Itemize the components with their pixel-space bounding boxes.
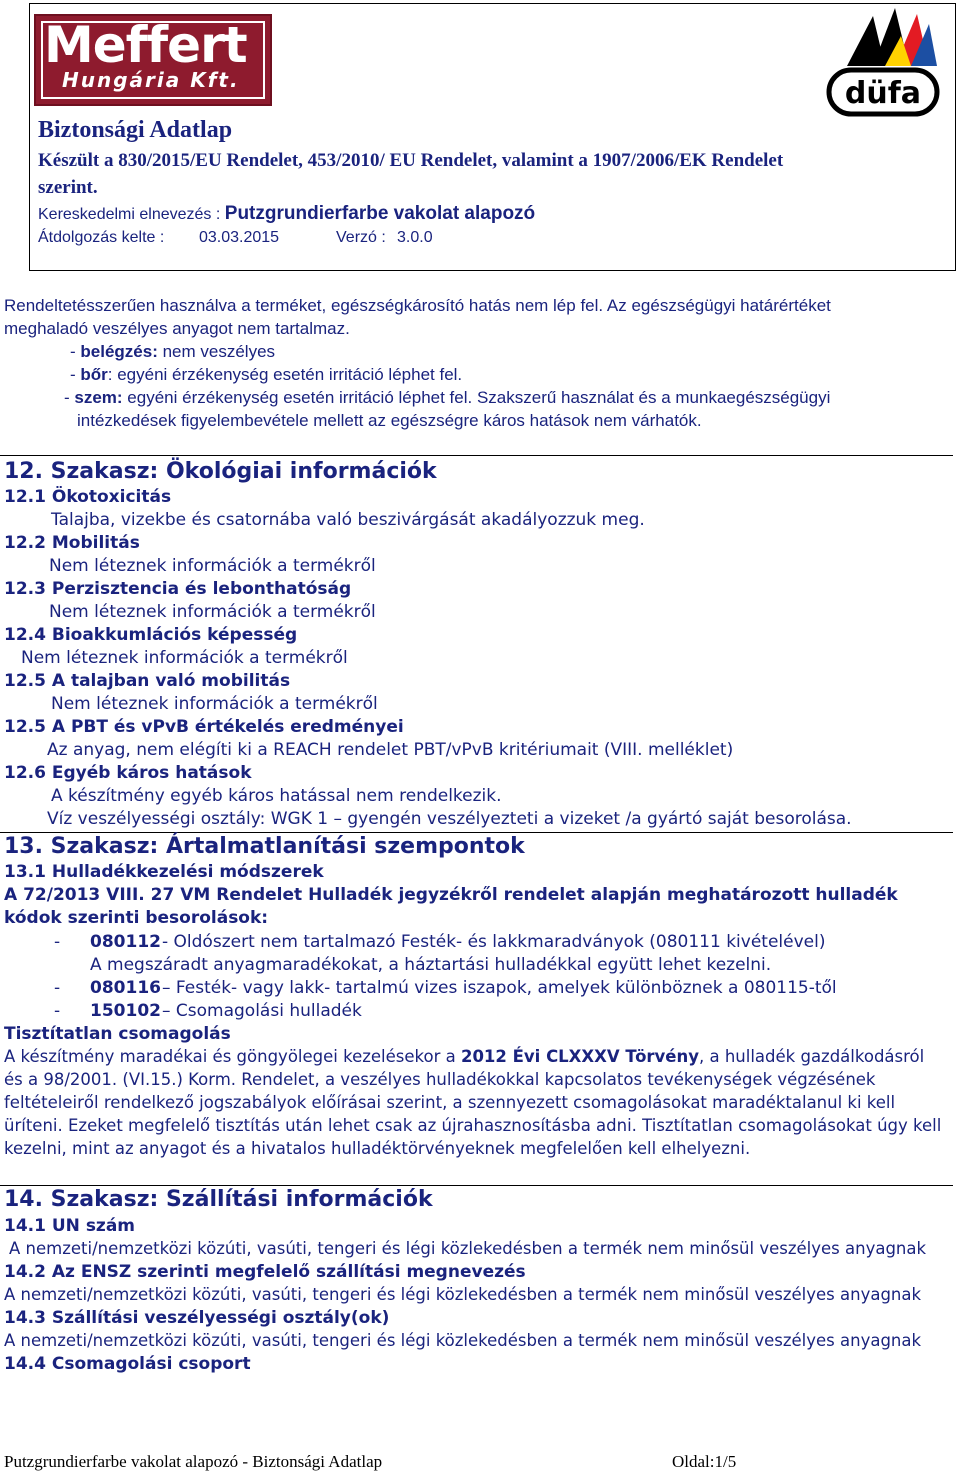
logo-line1: Meffert [44,16,247,74]
section12-title: 12. Szakasz: Ökológiai információk [4,459,437,484]
s12-5a-text: Nem léteznek információk a termékről [51,694,378,714]
s12-5b-text: Az anyag, nem elégíti ki a REACH rendelet PBT/vPvB kritériumait (VIII. melléklet) [47,740,734,760]
meffert-logo [34,14,272,106]
s14-1-title: 14.1 UN szám [4,1216,136,1236]
health-para-line1: Rendeltetésszerűen használva a terméket, egészségkárosító hatás nem lép fel. Az egészségügyi határértéket [4,296,831,315]
waste-code: 150102 [90,1001,161,1021]
trade-name-value: Putzgrundierfarbe vakolat alapozó [224,203,536,224]
s12-6-text2: Víz veszélyességi osztály: WGK 1 – gyengén veszélyezteti a vizeket /a gyártó saját besorolása. [47,809,852,829]
trade-name-label: Kereskedelmi elnevezés : [38,206,221,223]
footer-doc-name: Putzgrundierfarbe vakolat alapozó - Biztonsági Adatlap [4,1452,383,1471]
trade-name-row [38,203,535,225]
s14-1-text: A nemzeti/nemzetközi közúti, vasúti, tengeri és légi közlekedésben a termék nem minősül veszélyes anyagnak [9,1239,927,1258]
inhalation-row: - belégzés: nem veszélyes [70,342,276,361]
packaging-line3: feltételeiről rendelkező jogszabályok előírásai szerint, a szennyezett csomagolásokat maradéktalanul ki kell [4,1093,896,1112]
packaging-line2: és a 98/2001. (VI.15.) Korm. Rendelet, a veszélyes hulladékokkal kapcsolatos tevékenységek végzésének [4,1070,876,1089]
regulation-line2: szerint. [38,177,98,198]
logo-line2: Hungária Kft. [62,68,240,92]
s12-6-text1: A készítmény egyéb káros hatással nem rendelkezik. [51,786,502,806]
s12-3-title: 12.3 Perzisztencia és lebonthatóság [4,579,352,599]
waste-code: 080112 [90,932,161,952]
waste-code-row: - 080116 – Festék- vagy lakk- tartalmú vizes iszapok, amelyek különböznek a 080115-től [54,978,837,998]
s12-4-title: 12.4 Bioakkumlációs képesség [4,625,298,645]
eye-row: - szem: egyéni érzékenység esetén irritáció léphet fel. Szakszerű használat és a munkaegészségügyi [64,388,831,407]
revision-date: 03.03.2015 [199,229,280,246]
s12-5a-title: 12.5 A talajban való mobilitás [4,671,291,691]
law-line1: A 72/2013 VIII. 27 VM Rendelet Hulladék jegyzékről rendelet alapján meghatározott hulladék [4,885,898,905]
dufa-text: düfa [844,76,922,111]
eye-label: szem: [74,388,123,407]
revision-row [38,229,433,247]
s12-4-text: Nem léteznek információk a termékről [21,648,348,668]
waste-code-note: A megszáradt anyagmaradékokat, a háztartási hulladékkal együtt lehet kezelni. [90,955,772,975]
waste-code-row: - 080112 - Oldószert nem tartalmazó Festék- és lakkmaradványok (080111 kivételével) [54,932,826,952]
section13-title: 13. Szakasz: Ártalmatlanítási szempontok [4,834,525,859]
s12-1-text: Talajba, vizekbe és csatornába való beszivárgását akadályozzuk meg. [51,510,645,530]
version-label: Verzó : [336,229,386,246]
packaging-line4: üríteni. Ezeket megfelelő tisztítás után lehet csak az újrahasznosításba adni. Tisztítatlan csomagolásokat úgy kell [4,1116,942,1135]
inhalation-label: belégzés: [80,342,158,361]
footer-page-number: Oldal:1/5 [672,1452,737,1471]
eye-row-cont: intézkedések figyelembevétele mellett az egészségre káros hatások nem várhatók. [77,411,702,430]
s12-5b-title: 12.5 A PBT és vPvB értékelés eredményei [4,717,404,737]
s14-2-title: 14.2 Az ENSZ szerinti megfelelő szállítási megnevezés [4,1262,526,1282]
doc-title: Biztonsági Adatlap [38,117,233,143]
document-header [29,3,956,271]
revision-label: Átdolgozás kelte : [38,229,165,246]
skin-label: bőr [80,365,108,384]
skin-row: - bőr: egyéni érzékenység esetén irritáció léphet fel. [70,365,463,384]
section14-title: 14. Szakasz: Szállítási információk [4,1187,433,1212]
s12-2-title: 12.2 Mobilitás [4,533,140,553]
s13-1-title: 13.1 Hulladékkezelési módszerek [4,862,324,882]
waste-code: 080116 [90,978,161,998]
dufa-logo [825,6,940,118]
divider [0,1185,953,1186]
waste-code-row: - 150102 – Csomagolási hulladék [54,1001,362,1021]
health-para-line2: meghaladó veszélyes anyagot nem tartalmaz. [4,319,350,338]
s14-3-text: A nemzeti/nemzetközi közúti, vasúti, tengeri és légi közlekedésben a termék nem minősül veszélyes anyagnak [4,1331,922,1350]
law-line2: kódok szerinti besorolások: [4,908,269,928]
version-value: 3.0.0 [397,229,433,246]
divider [0,832,953,833]
s12-2-text: Nem léteznek információk a termékről [49,556,376,576]
packaging-line5: kezelni, mint az anyagot és a hivatalos hulladéktörvényeknek megfelelően kell elhelyezni. [4,1139,751,1158]
s14-4-title: 14.4 Csomagolási csoport [4,1354,251,1374]
s12-3-text: Nem léteznek információk a termékről [49,602,376,622]
packaging-title: Tisztítatlan csomagolás [4,1024,231,1044]
s12-1-title: 12.1 Ökotoxicitás [4,487,172,507]
law-reference: 2012 Évi CLXXXV Törvény [460,1047,699,1066]
divider [0,455,953,456]
s14-2-text: A nemzeti/nemzetközi közúti, vasúti, tengeri és légi közlekedésben a termék nem minősül veszélyes anyagnak [4,1285,922,1304]
s12-6-title: 12.6 Egyéb káros hatások [4,763,252,783]
regulation-line1: Készült a 830/2015/EU Rendelet, 453/2010/ EU Rendelet, valamint a 1907/2006/EK Rendelet [38,150,784,171]
packaging-line1: A készítmény maradékai és göngyölegei kezelésekor a 2012 Évi CLXXXV Törvény, a hulladék gazdálkodásról [4,1047,925,1066]
s14-3-title: 14.3 Szállítási veszélyességi osztály(ok) [4,1308,390,1328]
